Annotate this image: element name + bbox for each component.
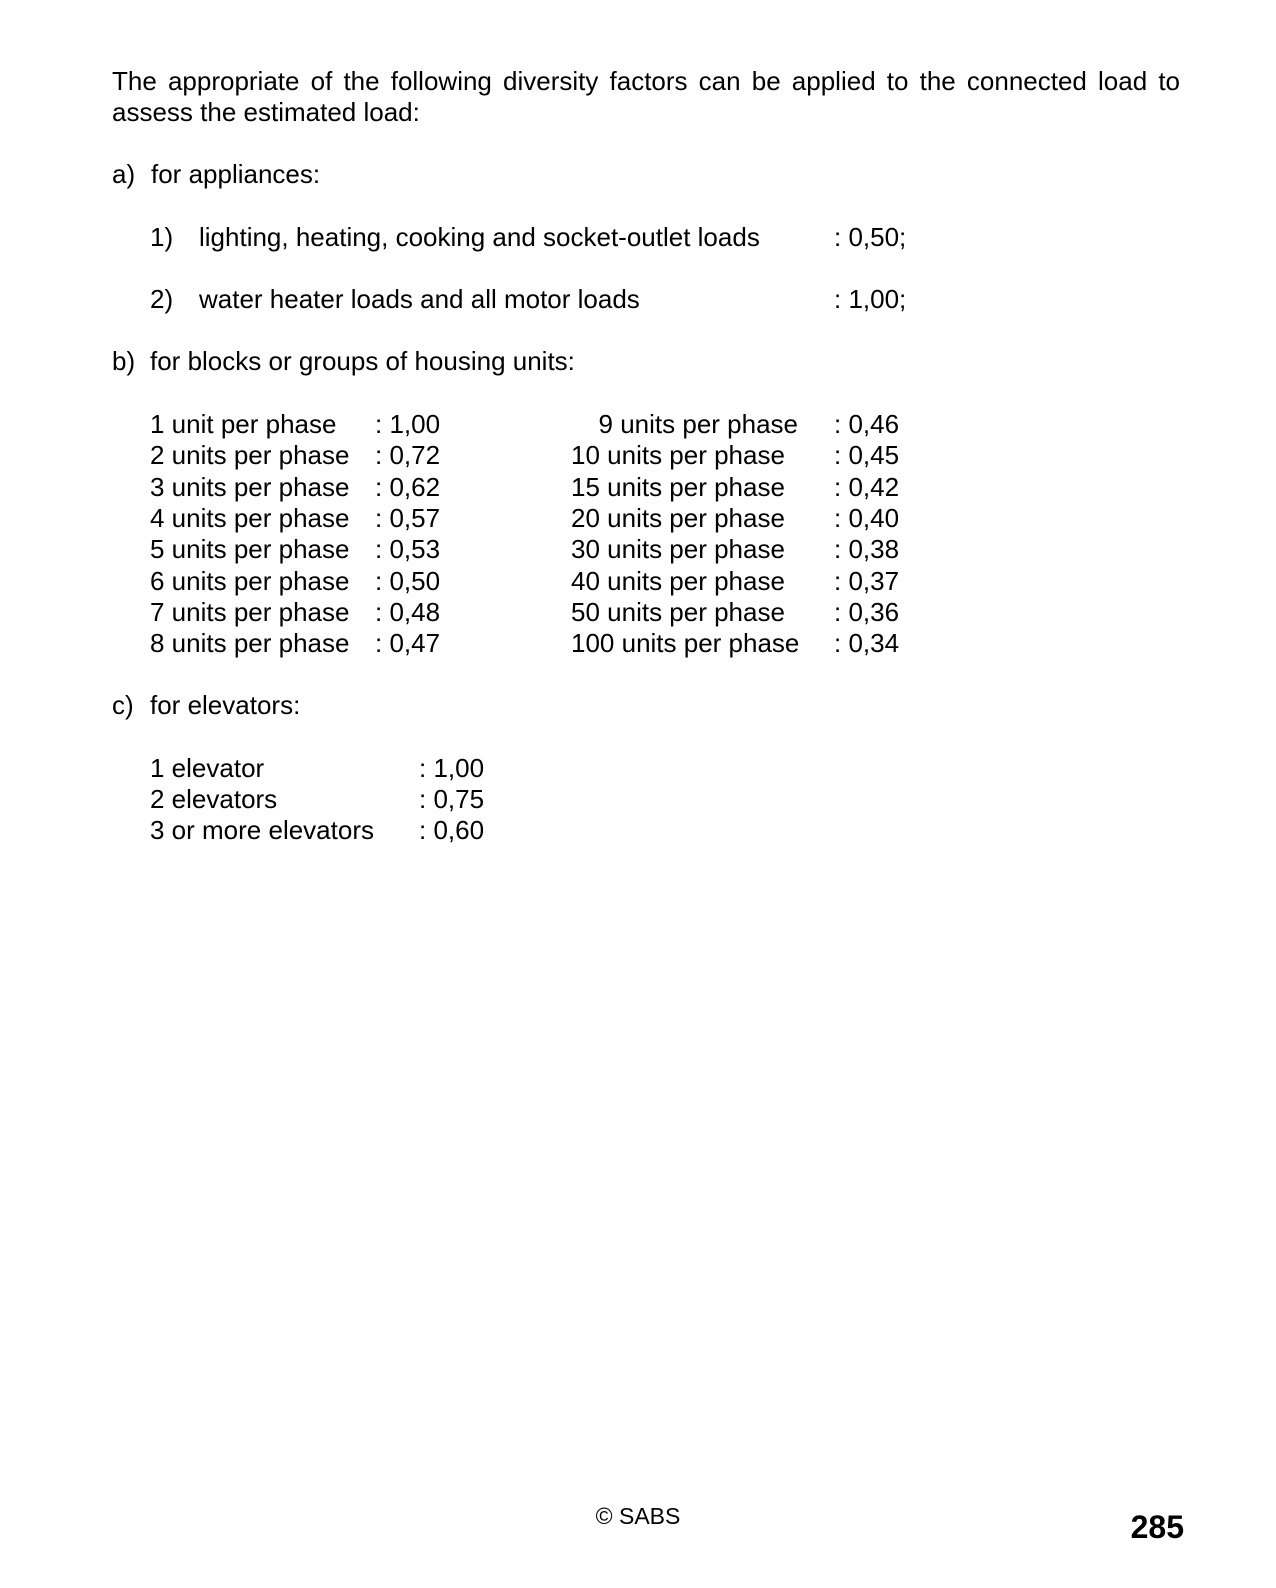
left-row-2-value: : 0,72	[375, 440, 441, 470]
left-row-6-name: 6 units per phase	[150, 566, 350, 596]
item-a2-value: : 1,00;	[834, 284, 907, 314]
left-row-1-name: 1 unit per phase	[150, 409, 337, 439]
elevator-row-1-value: : 1,00	[419, 753, 485, 783]
left-row-7-value: : 0,48	[375, 597, 441, 627]
right-row-8-name: 100 units per phase	[571, 628, 800, 658]
right-row-7-name: 50 units per phase	[571, 597, 785, 627]
elevator-row-1-name: 1 elevator	[150, 753, 265, 783]
left-row-8-value: : 0,47	[375, 628, 441, 658]
intro-paragraph: The appropriate of the following diversity factors can be applied to the connected load to assess the estimated load:	[112, 66, 1180, 127]
left-row-3-value: : 0,62	[375, 472, 441, 502]
item-a2-text: water heater loads and all motor loads	[199, 284, 640, 314]
section-b-heading: for blocks or groups of housing units:	[150, 346, 575, 376]
right-row-4-name: 20 units per phase	[571, 503, 785, 533]
right-row-1-name: 9 units per phase	[598, 409, 798, 439]
right-row-5-value: : 0,38	[834, 534, 900, 564]
left-row-6-value: : 0,50	[375, 566, 441, 596]
right-row-2-value: : 0,45	[834, 440, 900, 470]
elevator-row-2-name: 2 elevators	[150, 784, 278, 814]
item-a1-number: 1)	[150, 222, 174, 252]
right-row-3-name: 15 units per phase	[571, 472, 785, 502]
right-row-7-value: : 0,36	[834, 597, 900, 627]
left-row-4-name: 4 units per phase	[150, 503, 350, 533]
right-row-6-name: 40 units per phase	[571, 566, 785, 596]
elevator-row-2-value: : 0,75	[419, 784, 485, 814]
right-row-5-name: 30 units per phase	[571, 534, 785, 564]
section-c-heading: for elevators:	[150, 690, 301, 720]
page-number: 285	[1130, 1509, 1184, 1545]
right-row-3-value: : 0,42	[834, 472, 900, 502]
left-row-4-value: : 0,57	[375, 503, 441, 533]
left-row-1-value: : 1,00	[375, 409, 441, 439]
right-row-2-name: 10 units per phase	[571, 440, 785, 470]
right-row-8-value: : 0,34	[834, 628, 900, 658]
section-c-label: c)	[112, 690, 134, 720]
right-row-1-value: : 0,46	[834, 409, 900, 439]
elevator-row-3-value: : 0,60	[419, 815, 485, 845]
copyright-footer: © SABS	[595, 1503, 681, 1529]
section-a-label: a)	[112, 159, 136, 189]
section-a-heading: for appliances:	[151, 159, 321, 189]
left-row-8-name: 8 units per phase	[150, 628, 350, 658]
section-b-label: b)	[112, 346, 136, 376]
left-row-5-name: 5 units per phase	[150, 534, 350, 564]
item-a1-text: lighting, heating, cooking and socket-outlet loads	[199, 222, 760, 252]
left-row-2-name: 2 units per phase	[150, 440, 350, 470]
item-a1-value: : 0,50;	[834, 222, 907, 252]
left-row-7-name: 7 units per phase	[150, 597, 350, 627]
right-row-4-value: : 0,40	[834, 503, 900, 533]
elevator-row-3-name: 3 or more elevators	[150, 815, 374, 845]
right-row-6-value: : 0,37	[834, 566, 900, 596]
item-a2-number: 2)	[150, 284, 174, 314]
left-row-5-value: : 0,53	[375, 534, 441, 564]
left-row-3-name: 3 units per phase	[150, 472, 350, 502]
